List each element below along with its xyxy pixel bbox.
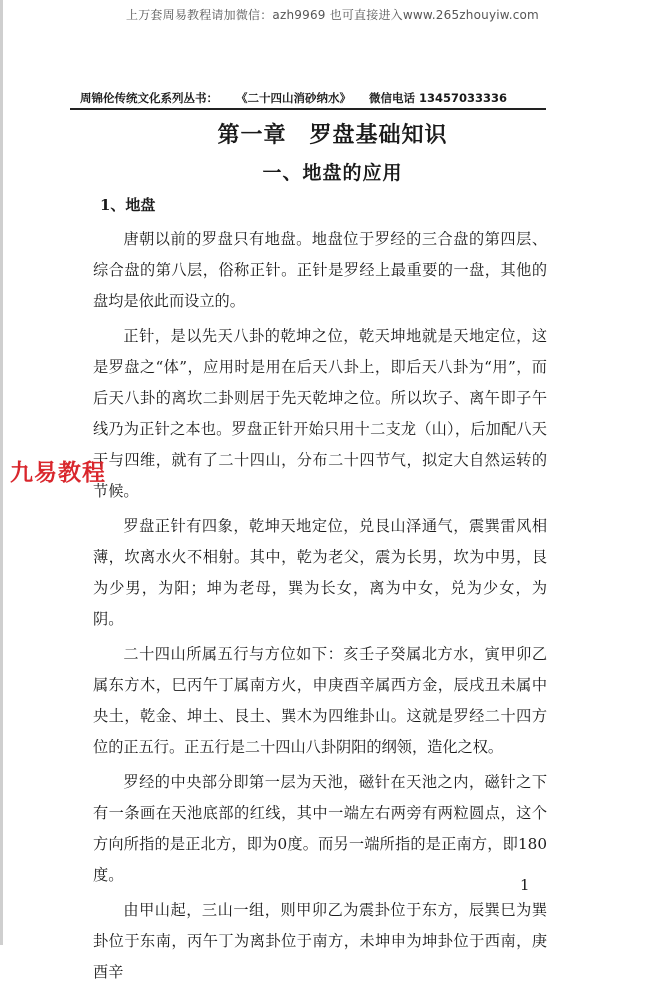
section-title: 一、地盘的应用 <box>262 162 403 184</box>
paragraph: 罗经的中央部分即第一层为天池，磁针在天池之内，磁针之下有一条画在天池底部的红线，其中一端左右两旁有两粒圆点，这个方向所指的是正北方，即为0度。而另一端所指的是正南方，即180度。 <box>93 773 547 884</box>
paragraph: 唐朝以前的罗盘只有地盘。地盘位于罗经的三合盘的第四层、综合盘的第八层，俗称正针。正针是罗经上最重要的一盘，其他的盘均是依此而设立的。 <box>93 230 547 310</box>
page-number: 1 <box>520 876 530 894</box>
header-series: 周锦伦传统文化系列丛书： <box>80 91 218 105</box>
sub-heading: 1、地盘 <box>100 196 156 214</box>
paragraph: 罗盘正针有四象，乾坤天地定位，兑艮山泽通气，震巽雷风相薄，坎离水火不相射。其中，乾为老父，震为长男，坎为中男，艮为少男，为阳；坤为老母，巽为长女，离为中女，兑为少女，为阴。 <box>93 517 547 628</box>
paragraph: 正针，是以先天八卦的乾坤之位，乾天坤地就是天地定位，这是罗盘之“体”，应用时是用在后天八卦上，即后天八卦为“用”，而后天八卦的离坎二卦则居于先天乾坤之位。所以坎子、离午即子午线乃为正针之本也。罗盘正针开始只用十二支龙（山），后加配八天干与四维，就有了二十四山，分布二十四节气，拟定大自然运转的节候。 <box>93 327 547 500</box>
paragraph: 二十四山所属五行与方位如下：亥壬子癸属北方水，寅甲卯乙属东方木，巳丙午丁属南方火，申庚酉辛属西方金，辰戌丑未属中央土，乾金、坤土、艮土、巽木为四维卦山。这就是罗经二十四方位的正五行。正五行是二十四山八卦阴阳的纲领，造化之权。 <box>93 645 547 756</box>
running-header <box>80 90 540 106</box>
chapter-title: 第一章 罗盘基础知识 <box>217 122 448 148</box>
header-book-title: 《二十四山消砂纳水》 <box>236 91 352 105</box>
header-rule <box>70 108 546 110</box>
body-text <box>93 224 547 992</box>
paragraph: 由甲山起，三山一组，则甲卯乙为震卦位于东方，辰巽巳为巽卦位于东南，丙午丁为离卦位于南方，未坤申为坤卦位于西南，庚酉辛 <box>93 901 547 981</box>
top-banner: 上万套周易教程请加微信：azh9969 也可直接进入www.265zhouyiw.com <box>126 8 539 22</box>
header-contact: 微信电话 13457033336 <box>369 91 508 105</box>
watermark-logo: 九易教程 <box>10 460 106 486</box>
